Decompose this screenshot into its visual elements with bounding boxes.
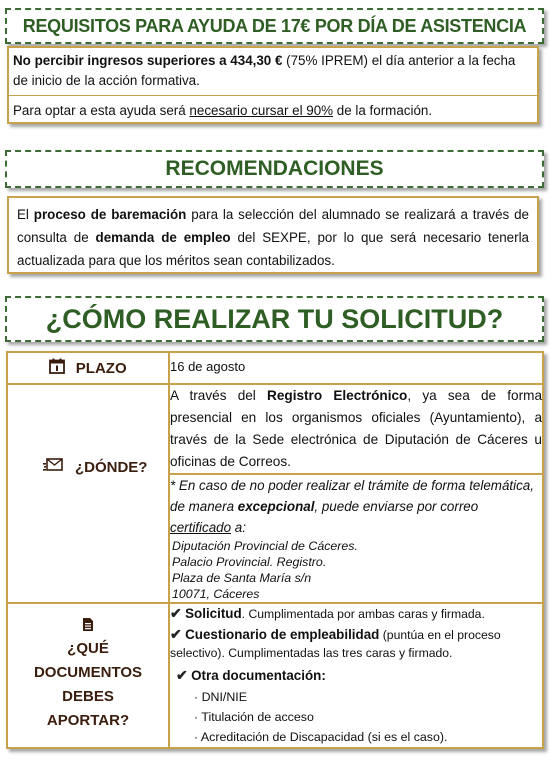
application-table <box>6 351 544 749</box>
docs-row <box>7 603 543 748</box>
mail-text-2: , puede enviarse por correo <box>314 499 479 514</box>
plazo-label-cell <box>7 352 169 384</box>
requirements-box <box>7 46 539 124</box>
check-icon: ✔ <box>176 667 188 683</box>
doc-subitem-text: DNI/NIE <box>201 690 248 704</box>
check-icon: ✔ <box>170 605 182 621</box>
how-to-apply-heading-text: ¿CÓMO REALIZAR TU SOLICITUD? <box>45 303 504 334</box>
recommendations-bold-1: proceso de baremación <box>33 207 187 222</box>
docs-list-cell <box>169 603 543 748</box>
address-line: Diputación Provincial de Cáceres. <box>172 539 358 553</box>
mail-instructions <box>170 475 542 538</box>
donde-row <box>7 384 543 474</box>
calendar-icon <box>49 358 65 379</box>
donde-label: ¿DÓNDE? <box>74 459 148 476</box>
donde-text-2: , ya sea de forma presencial en los organismos oficiales (Ayuntamiento), a través de la Sede electrónica de Diputación de Cáceres u oficinas de Correos. <box>170 388 543 469</box>
address-line: Palacio Provincial. Registro. <box>172 555 327 569</box>
donde-bold-1: Registro Electrónico <box>267 388 408 403</box>
doc-subitem: · Acreditación de Discapacidad (si es el caso). <box>194 730 448 744</box>
attendance-underlined: necesario cursar el 90% <box>189 103 334 118</box>
recommendations-box <box>7 196 539 274</box>
check-icon: ✔ <box>170 626 182 642</box>
donde-text-1: A través del <box>170 388 268 403</box>
donde-mail-cell <box>169 474 543 603</box>
recommendations-bold-2: demanda de empleo <box>95 230 231 245</box>
doc-item-text: (puntúa en el proceso selectivo). Cumplimentadas las tres caras y firmado. <box>170 628 501 660</box>
recommendations-text-1: El <box>17 207 34 222</box>
document-icon <box>8 617 168 635</box>
mail-bold-1: excepcional <box>237 499 315 514</box>
recommendations-text-2: para la selección del alumnado se realizará a través de consulta de <box>17 207 529 245</box>
doc-subitem: · Titulación de acceso <box>194 710 314 724</box>
attendance-text-a: Para optar a esta ayuda será <box>13 103 190 118</box>
doc-item-bold: Cuestionario de empleabilidad <box>185 627 380 642</box>
requirements-income-paragraph <box>9 48 537 96</box>
mail-text-1: * En caso de no poder realizar el trámite de forma telemática, de manera <box>170 478 534 514</box>
requirements-heading-text: REQUISITOS PARA AYUDA DE 17€ POR DÍA DE ASISTENCIA <box>22 15 527 36</box>
income-limit-rest: (75% IPREM) el día anterior a la fecha de inicio de la acción formativa. <box>13 53 516 88</box>
recommendations-heading-text: RECOMENDACIONES <box>165 157 384 180</box>
mail-text-3: a: <box>231 520 246 535</box>
docs-label-cell <box>7 603 169 748</box>
requirements-heading <box>5 8 544 44</box>
docs-label-line: DOCUMENTOS <box>33 663 143 681</box>
doc-subitem-text: Acreditación de Discapacidad (si es el caso). <box>200 730 448 744</box>
recommendations-heading <box>5 150 544 188</box>
income-limit-bold: No percibir ingresos superiores a 434,30 € <box>13 53 283 68</box>
docs-label-line: APORTAR? <box>46 711 130 729</box>
docs-label-line: ¿QUÉ <box>67 639 109 657</box>
plazo-row <box>7 352 543 384</box>
address-line: Plaza de Santa María s/n <box>172 571 312 585</box>
mail-underlined: certificado <box>170 520 232 535</box>
doc-subitem: · DNI/NIE <box>194 690 248 704</box>
requirements-attendance-paragraph <box>9 96 537 121</box>
recommendations-text-3: del SEXPE, por lo que será necesario tenerla actualizada para que los méritos sean contabilizados. <box>17 230 529 268</box>
doc-item-solicitud <box>170 604 542 623</box>
doc-item-text: . Cumplimentada por ambas caras y firmada. <box>241 607 485 621</box>
doc-item-otra <box>170 666 542 685</box>
docs-label-line: DEBES <box>62 687 114 705</box>
envelope-icon <box>43 458 63 477</box>
doc-item-cuestionario <box>170 625 542 662</box>
doc-item-bold: Solicitud <box>185 606 242 621</box>
postal-address <box>170 538 542 602</box>
address-line: 10071, Cáceres <box>172 587 260 601</box>
plazo-label: PLAZO <box>75 359 127 377</box>
donde-main-cell <box>169 384 543 474</box>
plazo-value-cell <box>169 352 543 384</box>
donde-label-cell <box>7 384 169 603</box>
how-to-apply-heading <box>5 296 544 342</box>
doc-subitem-text: Titulación de acceso <box>201 710 314 724</box>
plazo-value: 16 de agosto <box>170 359 246 374</box>
attendance-text-b: de la formación. <box>333 103 433 118</box>
doc-item-bold: Otra documentación: <box>191 668 326 683</box>
